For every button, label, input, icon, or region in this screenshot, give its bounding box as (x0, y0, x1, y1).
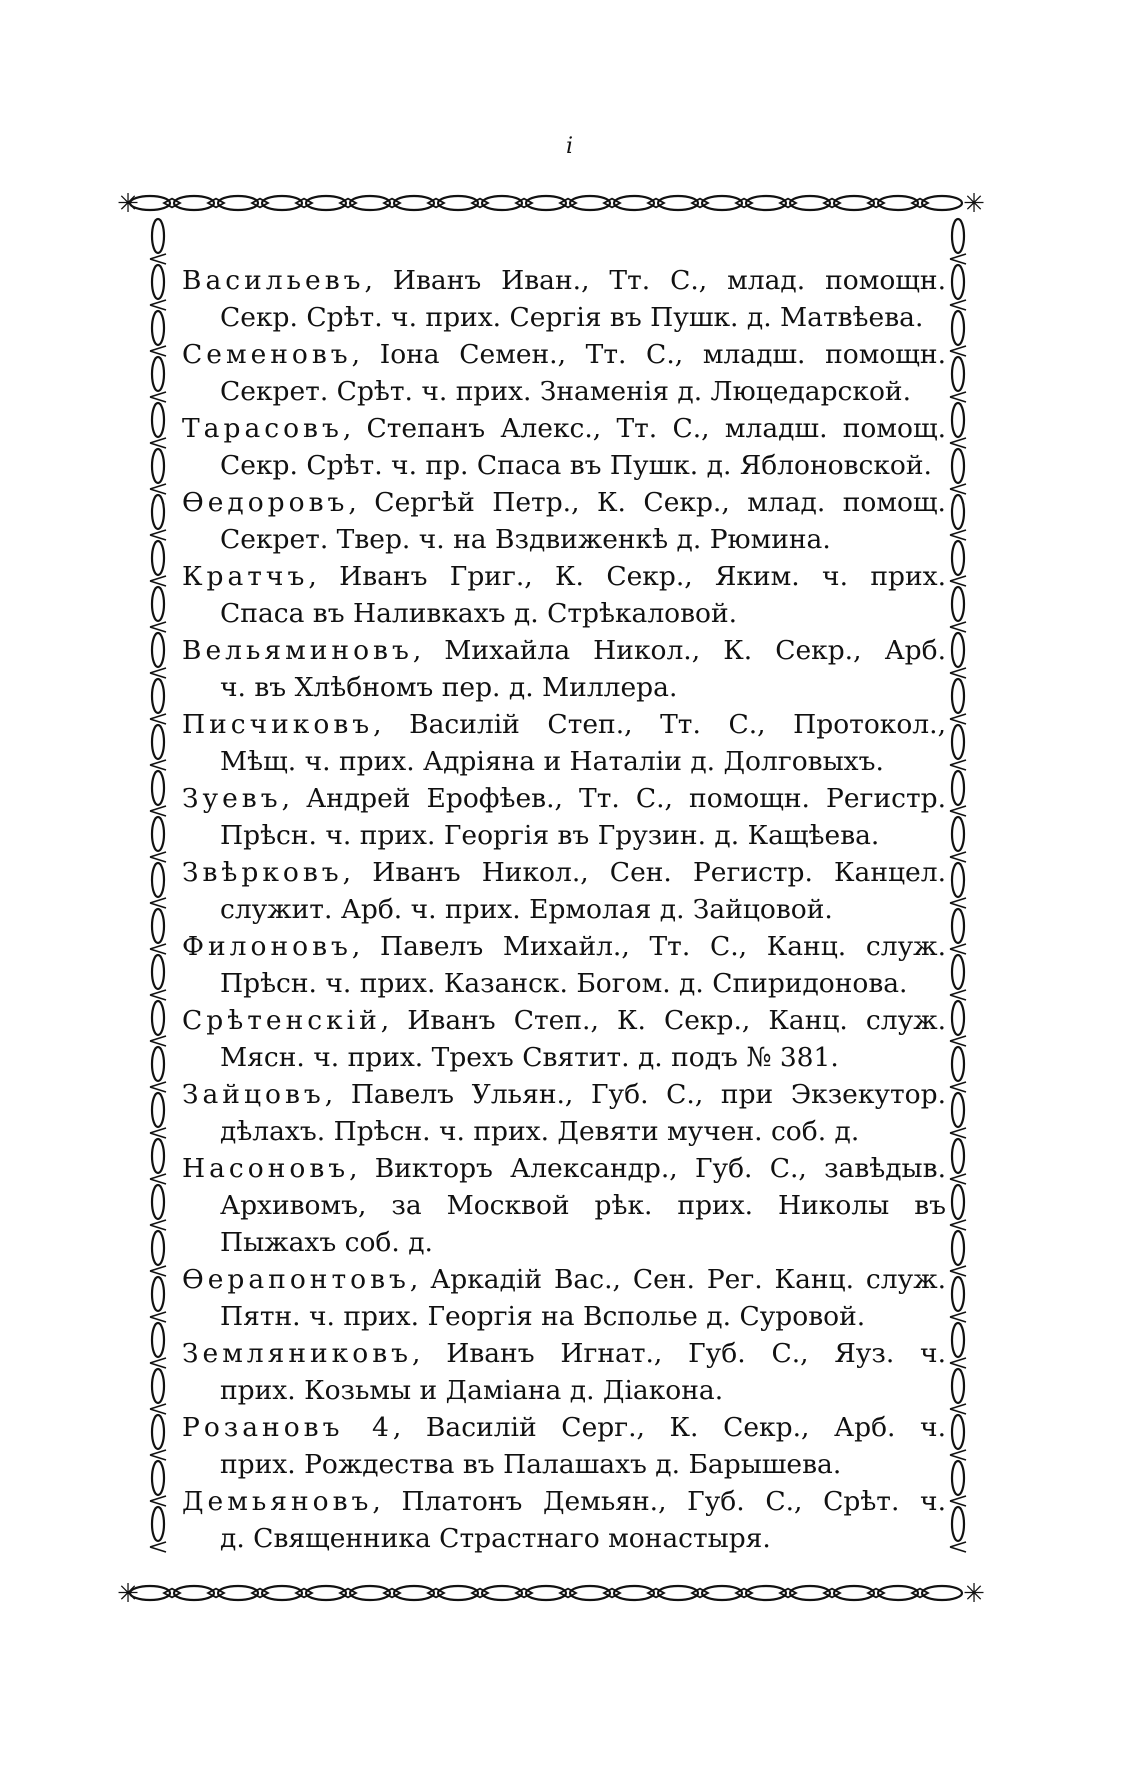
corner-star-icon: ✳ (963, 189, 985, 219)
chain-link (952, 1001, 964, 1035)
chain-connector (150, 852, 166, 862)
chain-link (152, 909, 164, 943)
corner-star-icon: ✳ (117, 1579, 139, 1609)
chain-connector (950, 392, 966, 402)
entry-text: служит. Арб. ч. прих. Ермолая д. Зайцовой. (220, 894, 833, 925)
chain-connector (150, 944, 166, 954)
chain-link (152, 1461, 164, 1495)
chain-link (952, 817, 964, 851)
chain-connector (150, 1266, 166, 1276)
chain-link (952, 863, 964, 897)
page-mark: і (566, 134, 574, 159)
entry-text: Пятн. ч. прих. Георгія на Всполье д. Суровой. (220, 1301, 866, 1332)
entry-first-line (176, 410, 946, 447)
chain-link (952, 219, 964, 253)
chain-link (952, 357, 964, 391)
entry-text: Секрет. Твер. ч. на Вздвиженкѣ д. Рюмина. (220, 524, 831, 555)
chain-connector (950, 1036, 966, 1046)
chain-connector (950, 668, 966, 678)
entry-text: , Аркадій Вас., Сен. Рег. Канц. служ. (409, 1264, 946, 1295)
chain-connector (950, 484, 966, 494)
entry-surname: Васильевъ (182, 265, 365, 296)
chain-link (152, 1507, 164, 1541)
chain-connector (950, 898, 966, 908)
entry-text: Секр. Срѣт. ч. пр. Спаса въ Пушк. д. Яблоновской. (220, 450, 932, 481)
chain-link (152, 863, 164, 897)
entry-text: Мясн. ч. прих. Трехъ Святит. д. подъ № 381. (220, 1042, 839, 1073)
entry-text: , Викторъ Александр., Губ. С., завѣдыв. (349, 1153, 946, 1184)
entry-text: , Іона Семен., Тт. С., младш. помощн. (351, 339, 946, 370)
chain-connector (950, 806, 966, 816)
entry-text: , Иванъ Игнат., Губ. С., Яуз. ч. (411, 1338, 946, 1369)
chain-connector (950, 1450, 966, 1460)
chain-connector (950, 1174, 966, 1184)
chain-connector (150, 392, 166, 402)
chain-link (152, 311, 164, 345)
chain-connector (950, 760, 966, 770)
entry-continuation-line (176, 373, 946, 410)
entry-text: Секр. Срѣт. ч. прих. Сергія въ Пушк. д. Матвѣева. (220, 302, 924, 333)
entry-surname: Ѳерапонтовъ (182, 1264, 410, 1295)
chain-link (952, 1277, 964, 1311)
chain-link (952, 495, 964, 529)
chain-link (152, 541, 164, 575)
entry-surname: Писчиковъ (182, 709, 374, 740)
chain-link (952, 1047, 964, 1081)
chain-link (152, 633, 164, 667)
entry-text: , Павелъ Михайл., Тт. С., Канц. служ. (351, 931, 946, 962)
entry-continuation-line (176, 1446, 946, 1483)
chain-link (152, 495, 164, 529)
chain-link (152, 403, 164, 437)
chain-link (152, 679, 164, 713)
chain-connector (150, 1128, 166, 1138)
entry-first-line (176, 1335, 946, 1372)
chain-link (952, 1415, 964, 1449)
chain-connector (950, 622, 966, 632)
entry-text: , Иванъ Григ., К. Секр., Яким. ч. прих. (308, 561, 946, 592)
entry-first-line (176, 1409, 946, 1446)
chain-link (152, 1369, 164, 1403)
chain-link (952, 403, 964, 437)
chain-link (952, 725, 964, 759)
chain-connector (950, 714, 966, 724)
border-left-chain (150, 219, 166, 1552)
entry-text: Секрет. Срѣт. ч. прих. Знаменія д. Люцедарской. (220, 376, 911, 407)
chain-link (952, 955, 964, 989)
entry-text: Прѣсн. ч. прих. Казанск. Богом. д. Спиридонова. (220, 968, 908, 999)
entry-continuation-line (176, 1298, 946, 1335)
entry-continuation-line (176, 595, 946, 632)
border-right-chain (950, 219, 966, 1552)
entry-text: прих. Козьмы и Даміана д. Діакона. (220, 1375, 724, 1406)
chain-connector (950, 576, 966, 586)
chain-connector (150, 1542, 166, 1552)
entry-continuation-line (176, 1520, 946, 1557)
border-bottom-chain (130, 1586, 962, 1600)
chain-connector (150, 300, 166, 310)
entry-surname: Звѣрковъ (182, 857, 343, 888)
chain-connector (150, 576, 166, 586)
entry-surname: Демьяновъ (182, 1486, 373, 1517)
chain-link (152, 955, 164, 989)
entry-text: Пыжахъ соб. д. (220, 1227, 433, 1258)
entry-continuation-line (176, 669, 946, 706)
entry-first-line (176, 558, 946, 595)
chain-link (152, 1185, 164, 1219)
entry-surname: Семеновъ (182, 339, 352, 370)
entry-first-line (176, 854, 946, 891)
chain-connector (950, 300, 966, 310)
chain-link (952, 265, 964, 299)
chain-connector (150, 1036, 166, 1046)
chain-connector (150, 1312, 166, 1322)
entry-text: , Василій Серг., К. Секр., Арб. ч. (392, 1412, 946, 1443)
chain-link (952, 1093, 964, 1127)
chain-connector (950, 1220, 966, 1230)
chain-link (952, 633, 964, 667)
chain-connector (950, 990, 966, 1000)
chain-link (152, 725, 164, 759)
entry-text: , Андрей Ерофѣев., Тт. С., помощн. Регистр. (281, 783, 946, 814)
chain-connector (150, 484, 166, 494)
entry-surname: Зуевъ (182, 783, 282, 814)
entry-text: дѣлахъ. Прѣсн. ч. прих. Девяти мучен. соб. д. (220, 1116, 860, 1147)
entry-text: , Василій Степ., Тт. С., Протокол., (373, 709, 946, 740)
chain-connector (950, 346, 966, 356)
entry-continuation-line (176, 1187, 946, 1224)
chain-link (152, 587, 164, 621)
chain-link (152, 1001, 164, 1035)
entry-continuation-line (176, 1039, 946, 1076)
chain-connector (150, 622, 166, 632)
chain-connector (950, 1496, 966, 1506)
chain-connector (150, 1220, 166, 1230)
chain-connector (950, 530, 966, 540)
chain-connector (950, 1404, 966, 1414)
corner-star-icon: ✳ (117, 189, 139, 219)
chain-link (152, 1139, 164, 1173)
chain-link (952, 1231, 964, 1265)
entry-first-line (176, 1150, 946, 1187)
chain-connector (950, 1358, 966, 1368)
entry-text: Мѣщ. ч. прих. Адріяна и Наталіи д. Долговыхъ. (220, 746, 884, 777)
entry-text: , Сергѣй Петр., К. Секр., млад. помощ. (348, 487, 946, 518)
chain-link (952, 1323, 964, 1357)
chain-connector (150, 1404, 166, 1414)
chain-link (952, 1507, 964, 1541)
chain-connector (150, 1174, 166, 1184)
entry-surname: Зайцовъ (182, 1079, 325, 1110)
chain-connector (950, 1082, 966, 1092)
entry-continuation-line (176, 965, 946, 1002)
entry-surname: Земляниковъ (182, 1338, 412, 1369)
entry-continuation-line (176, 1372, 946, 1409)
entry-surname: Вельяминовъ (182, 635, 413, 666)
chain-connector (150, 1450, 166, 1460)
chain-link (152, 1093, 164, 1127)
entry-surname: Филоновъ (182, 931, 352, 962)
chain-link (952, 1461, 964, 1495)
chain-link (152, 1231, 164, 1265)
chain-link (952, 449, 964, 483)
entry-first-line (176, 1483, 946, 1520)
chain-link (952, 1369, 964, 1403)
chain-link (952, 679, 964, 713)
entry-continuation-line (176, 299, 946, 336)
chain-connector (150, 714, 166, 724)
entry-surname: Кратчъ (182, 561, 309, 592)
chain-link (952, 311, 964, 345)
chain-connector (150, 438, 166, 448)
entry-surname: Насоновъ (182, 1153, 350, 1184)
chain-link (152, 449, 164, 483)
chain-connector (950, 254, 966, 264)
chain-link (952, 1185, 964, 1219)
entry-continuation-line (176, 1113, 946, 1150)
chain-link (952, 541, 964, 575)
entry-text: Спаса въ Наливкахъ д. Стрѣкаловой. (220, 598, 738, 629)
chain-connector (950, 852, 966, 862)
corner-star-icon: ✳ (963, 1579, 985, 1609)
entry-first-line (176, 484, 946, 521)
entry-continuation-line (176, 817, 946, 854)
border-top-chain (130, 196, 962, 210)
chain-link (152, 265, 164, 299)
entry-continuation-line (176, 521, 946, 558)
entry-first-line (176, 706, 946, 743)
entry-text: , Иванъ Никол., Сен. Регистр. Канцел. (342, 857, 946, 888)
entry-first-line (176, 336, 946, 373)
entry-first-line (176, 1076, 946, 1113)
chain-connector (950, 1266, 966, 1276)
entry-first-line (176, 780, 946, 817)
entry-continuation-line (176, 743, 946, 780)
chain-connector (150, 806, 166, 816)
chain-link (952, 1139, 964, 1173)
entry-text: д. Священника Страстнаго монастыря. (220, 1523, 771, 1554)
entry-surname: Срѣтенскій (182, 1005, 381, 1036)
chain-connector (950, 1128, 966, 1138)
chain-link (152, 219, 164, 253)
entry-text: , Павелъ Ульян., Губ. С., при Экзекутор. (324, 1079, 946, 1110)
chain-link (152, 1323, 164, 1357)
entry-surname: Ѳедоровъ (182, 487, 349, 518)
entry-text: , Степанъ Алекс., Тт. С., младш. помощ. (342, 413, 946, 444)
chain-connector (150, 760, 166, 770)
entries-list (176, 262, 946, 1557)
chain-connector (150, 346, 166, 356)
chain-link (152, 1047, 164, 1081)
chain-connector (150, 530, 166, 540)
chain-link (952, 587, 964, 621)
entry-first-line (176, 928, 946, 965)
entry-first-line (176, 262, 946, 299)
chain-connector (150, 990, 166, 1000)
chain-link (152, 817, 164, 851)
chain-link (952, 771, 964, 805)
entry-text: Архивомъ, за Москвой рѣк. прих. Николы въ (220, 1190, 946, 1221)
entry-text: , Михайла Никол., К. Секр., Арб. (412, 635, 946, 666)
entry-continuation-line (176, 1224, 946, 1261)
entry-text: Прѣсн. ч. прих. Георгія въ Грузин. д. Кащѣева. (220, 820, 880, 851)
entry-first-line (176, 632, 946, 669)
entry-surname: Тарасовъ (182, 413, 343, 444)
chain-link (152, 1415, 164, 1449)
chain-connector (950, 944, 966, 954)
chain-connector (150, 1082, 166, 1092)
entry-text: прих. Рождества въ Палашахъ д. Барышева. (220, 1449, 842, 1480)
entry-first-line (176, 1261, 946, 1298)
chain-connector (950, 1542, 966, 1552)
entry-text: , Иванъ Степ., К. Секр., Канц. служ. (380, 1005, 946, 1036)
chain-connector (150, 1358, 166, 1368)
chain-connector (150, 898, 166, 908)
chain-connector (950, 1312, 966, 1322)
entry-continuation-line (176, 891, 946, 928)
entry-continuation-line (176, 447, 946, 484)
chain-link (152, 1277, 164, 1311)
chain-connector (150, 254, 166, 264)
entry-text: ч. въ Хлѣбномъ пер. д. Миллера. (220, 672, 678, 703)
chain-connector (950, 438, 966, 448)
entry-surname: Розановъ 4 (182, 1412, 393, 1443)
chain-link (152, 771, 164, 805)
entry-first-line (176, 1002, 946, 1039)
entry-text: , Иванъ Иван., Тт. С., млад. помощн. (364, 265, 946, 296)
entry-text: , Платонъ Демьян., Губ. С., Срѣт. ч. (372, 1486, 946, 1517)
chain-link (152, 357, 164, 391)
chain-connector (150, 668, 166, 678)
chain-link (952, 909, 964, 943)
chain-connector (150, 1496, 166, 1506)
